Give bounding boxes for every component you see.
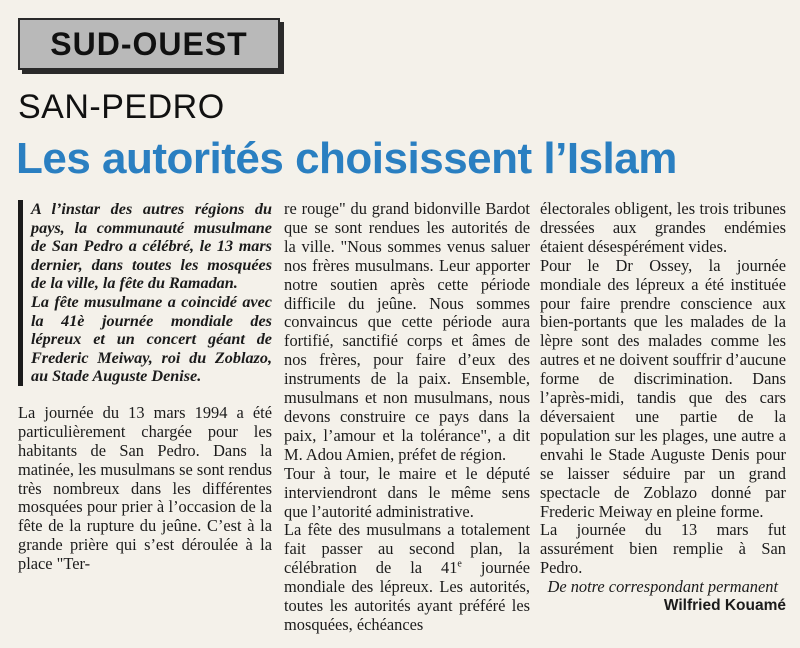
chapeau [18, 200, 272, 386]
body-paragraph: Pour le Dr Ossey, la journée mondiale des lépreux a été instituée pour faire prendre conscience aux bien-portants que les malades de la lèpre sont des malades comme les autres et ne doivent souffrir d’aucune forme de discrimination. Dans l’après-midi, tandis que des cars déversaient une partie de la population sur les plages, une autre a envahi le Stade Auguste Denis pour se laisser séduire par un grand spectacle de Zoblazo donné par Frederic Meiway en pleine forme. [540, 255, 786, 521]
section-tag [18, 18, 280, 70]
section-tag-label: SUD-OUEST [50, 25, 248, 62]
correspondent-line: De notre correspondant permanent [547, 577, 778, 597]
body-paragraph: re rouge" du grand bidonville Bardot que se sont rendues les autorités de la ville. "Nous sommes venus saluer nos frères musulmans. Leur apporter notre soutien après cette période difficile du jeûne. Nous sommes convaincus que cette période aura fortifié, sanctifié corps et âmes de nos frères, pour faire d’eux des instruments de la paix. Ensemble, musulmans et non musulmans, nous devons construire ce pays dans la paix, l’amour et la tolérance", a dit M. Adou Amien, préfet de région. [284, 200, 530, 464]
body-paragraph [284, 521, 530, 634]
body-paragraph: La journée du 13 mars 1994 a été particulièrement chargée pour les habitants de San Pedro. Dans la matinée, les musulmans se sont rendus très nombreux dans les différentes mosquées pour prier à l’occasion de la fête de la rupture du jeûne. C’est à la grande prière qui s’est déroulée à la place "Ter- [18, 402, 272, 574]
chapeau-paragraph-1: A l’instar des autres régions du pays, la communauté musulmane de San Pedro a célébré, le 13 mars dernier, dans toutes les mosquées de la ville, la fête du Ramadan. [31, 200, 272, 293]
body-paragraph: Tour à tour, le maire et le député interviendront dans le même sens que l’autorité administrative. [284, 463, 530, 521]
dateline-location: SAN-PEDRO [18, 88, 225, 126]
body-paragraph: La journée du 13 mars fut assurément bien remplie à San Pedro. [540, 520, 786, 578]
text-run: La fête des musulmans a totalement fait passer au second plan, la célébration de la 41 [284, 520, 530, 578]
chapeau-paragraph-2: La fête musulmane a coincidé avec la 41è journée mondiale des lépreux et un concert géant de Frederic Meiway, roi du Zoblazo, au Stade Auguste Denise. [31, 292, 272, 386]
column-2 [284, 200, 530, 648]
headline: Les autorités choisissent l’Islam [16, 134, 677, 183]
author-byline: Wilfried Kouamé [663, 597, 786, 615]
ordinal-superscript: e [457, 558, 462, 570]
column-3 [540, 200, 786, 648]
text-run: journée mondiale des lépreux. Les autorités, toutes les autorités ayant préféré les mosquées, échéances [284, 558, 530, 634]
column-1 [18, 200, 272, 648]
body-paragraph: électorales obligent, les trois tribunes dressées aux grandes endémies étaient désespérément vides. [540, 200, 786, 256]
